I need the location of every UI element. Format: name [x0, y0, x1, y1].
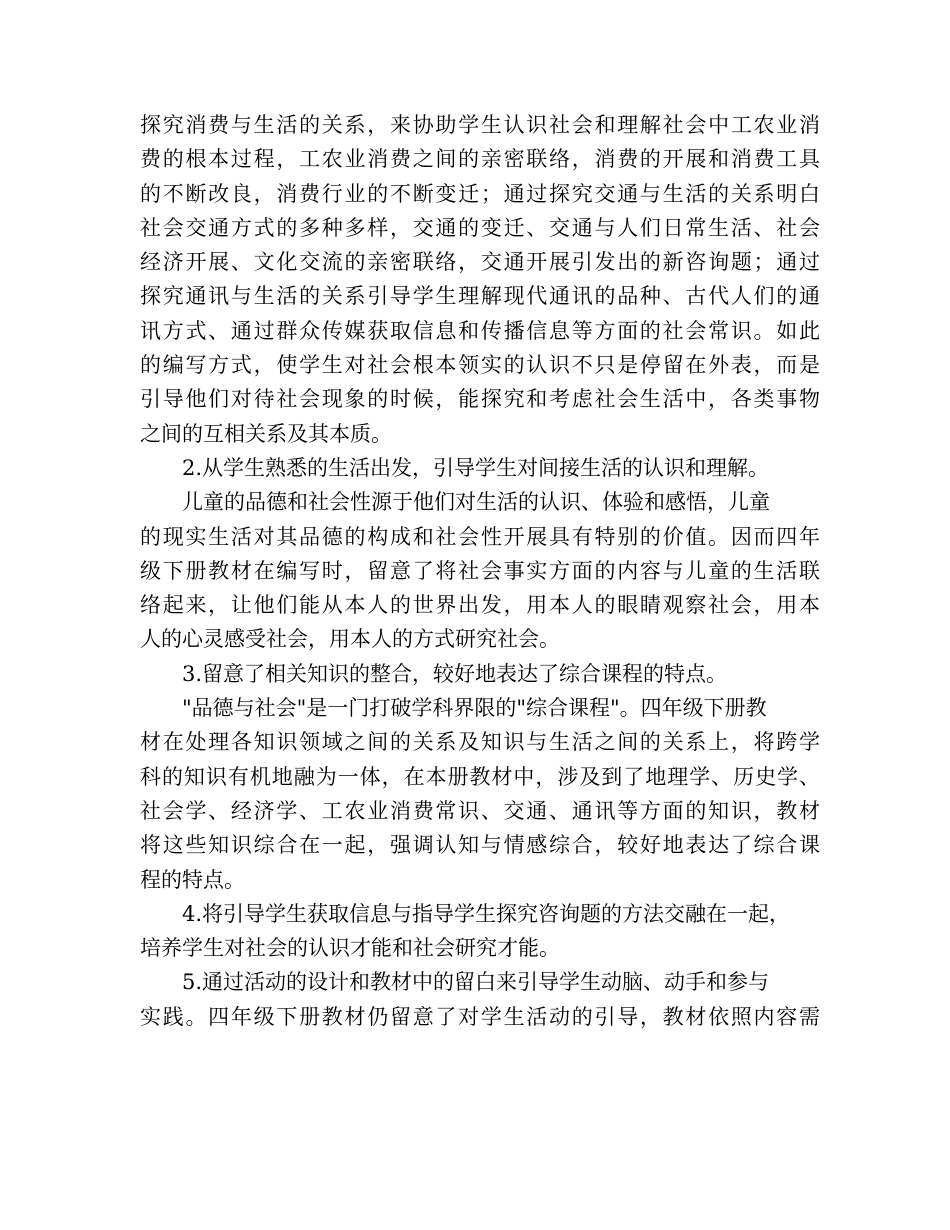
text-line: 之间的互相关系及其本质。 [140, 421, 392, 446]
text-line: 儿童的品德和社会性源于他们对生活的认识、体验和感悟，儿童 [182, 490, 770, 515]
text-line: 将这些知识综合在一起，强调认知与情感综合，较好地表达了综合课 [140, 833, 820, 858]
text-line: 程的特点。 [140, 867, 245, 892]
text-line: 人的心灵感受社会，用本人的方式研究社会。 [140, 627, 560, 652]
text-line: 培养学生对社会的认识才能和社会研究才能。 [140, 936, 560, 961]
text-line: 的不断改良，消费行业的不断变迁；通过探究交通与生活的关系明白 [140, 181, 820, 206]
document-body [140, 108, 820, 1034]
text-line: 络起来，让他们能从本人的世界出发，用本人的眼睛观察社会，用本 [140, 593, 820, 618]
section-heading: 2.从学生熟悉的生活出发，引导学生对间接生活的认识和理解。 [182, 455, 770, 480]
text-line: 社会交通方式的多种多样，交通的变迁、交通与人们日常生活、社会 [140, 215, 820, 240]
text-line: 科的知识有机地融为一体，在本册教材中，涉及到了地理学、历史学、 [140, 764, 820, 789]
text-line: 级下册教材在编写时，留意了将社会事实方面的内容与儿童的生活联 [140, 558, 820, 583]
section-heading: 4.将引导学生获取信息与指导学生探究咨询题的方法交融在一起， [182, 901, 791, 926]
text-line: 费的根本过程，工农业消费之间的亲密联络，消费的开展和消费工具 [140, 147, 820, 172]
text-line: 的现实生活对其品德的构成和社会性开展具有特别的价值。因而四年 [140, 524, 820, 549]
section-heading: 5.通过活动的设计和教材中的留白来引导学生动脑、动手和参与 [182, 970, 770, 995]
text-line: 实践。四年级下册教材仍留意了对学生活动的引导，教材依照内容需 [140, 1004, 820, 1029]
text-line: 社会学、经济学、工农业消费常识、交通、通讯等方面的知识，教材 [140, 798, 820, 823]
text-line: 经济开展、文化交流的亲密联络，交通开展引发出的新咨询题；通过 [140, 250, 820, 275]
text-line: 讯方式、通过群众传媒获取信息和传播信息等方面的社会常识。如此 [140, 318, 820, 343]
text-line: 探究通讯与生活的关系引导学生理解现代通讯的品种、古代人们的通 [140, 284, 820, 309]
text-line: 材在处理各知识领域之间的关系及知识与生活之间的关系上，将跨学 [140, 730, 820, 755]
section-heading: 3.留意了相关知识的整合，较好地表达了综合课程的特点。 [182, 661, 728, 686]
text-line: 的编写方式，使学生对社会根本领实的认识不只是停留在外表，而是 [140, 353, 820, 378]
text-line: "品德与社会"是一门打破学科界限的"综合课程"。四年级下册教 [182, 696, 767, 721]
text-line: 探究消费与生活的关系，来协助学生认识社会和理解社会中工农业消 [140, 113, 820, 137]
text-line: 引导他们对待社会现象的时候，能探究和考虑社会生活中，各类事物 [140, 387, 820, 412]
